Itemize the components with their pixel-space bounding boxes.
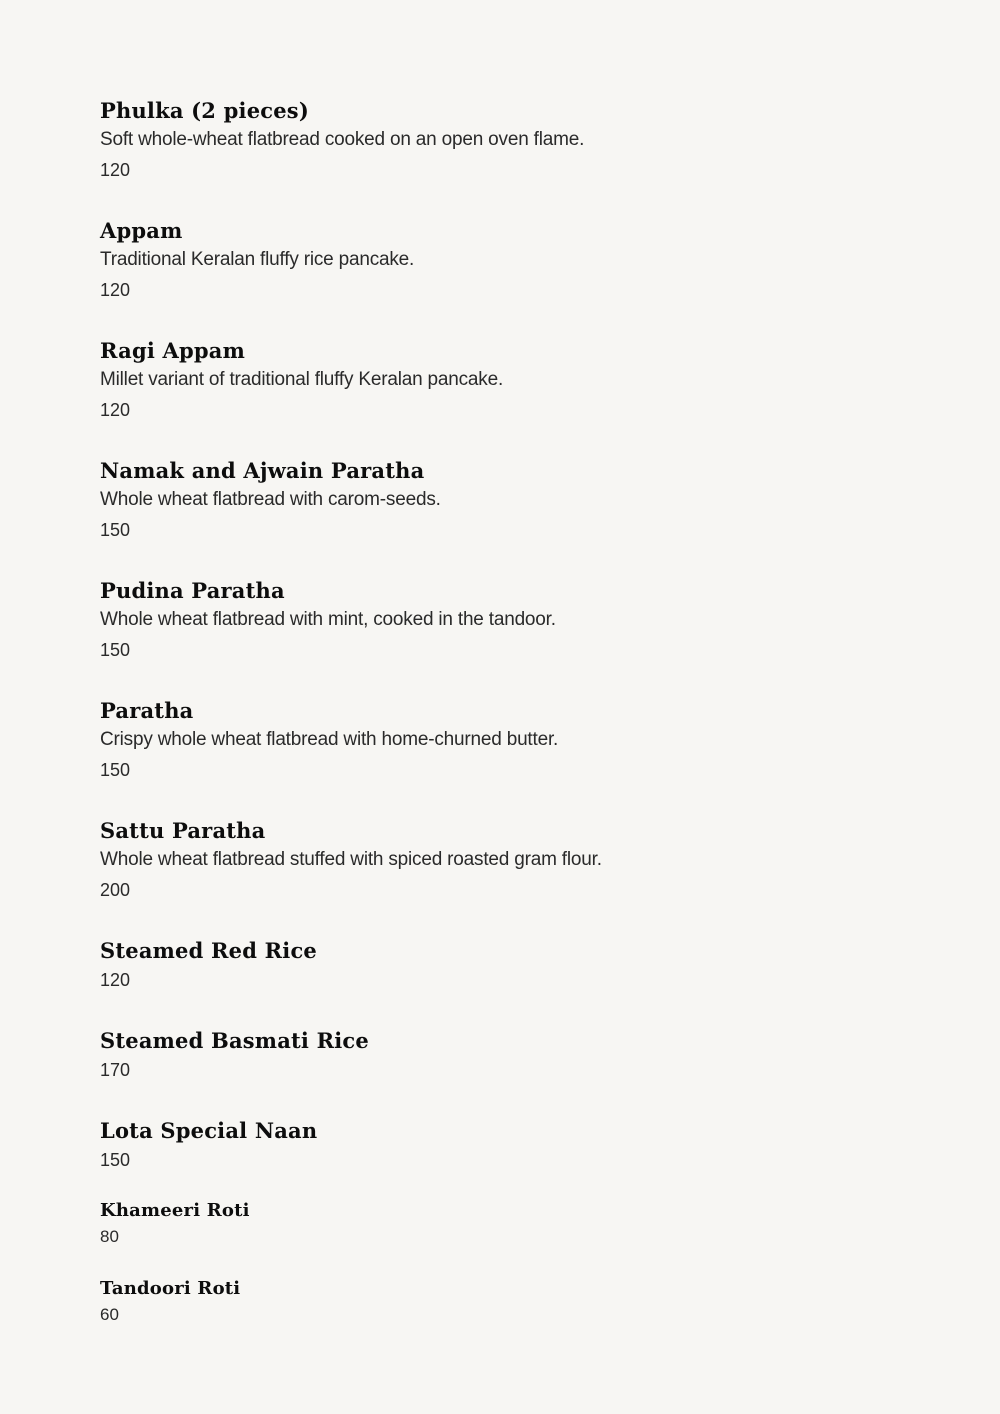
- item-name: Ragi Appam: [100, 338, 246, 363]
- menu-item: [100, 697, 558, 785]
- item-description: Millet variant of traditional fluffy Keralan pancake.: [100, 369, 504, 390]
- menu-item: [100, 457, 441, 545]
- item-price: 150: [100, 640, 131, 660]
- item-description: Traditional Keralan fluffy rice pancake.: [100, 249, 415, 270]
- menu-item: [100, 217, 414, 305]
- menu-item: [100, 97, 584, 185]
- item-price: 120: [100, 280, 131, 300]
- item-price: 150: [100, 760, 131, 780]
- item-name: Steamed Basmati Rice: [100, 1028, 369, 1053]
- item-price: 200: [100, 880, 131, 900]
- item-description: Soft whole-wheat flatbread cooked on an open oven flame.: [100, 129, 585, 150]
- menu-item: [100, 1198, 250, 1250]
- item-name: Tandoori Roti: [100, 1278, 241, 1299]
- menu-item: [100, 937, 317, 995]
- item-price: 170: [100, 1060, 131, 1080]
- item-description: Whole wheat flatbread stuffed with spiced roasted gram flour.: [100, 849, 602, 870]
- item-name: Namak and Ajwain Paratha: [100, 458, 425, 483]
- item-price: 120: [100, 160, 131, 180]
- item-description: Whole wheat flatbread with mint, cooked in the tandoor.: [100, 609, 556, 630]
- item-name: Khameeri Roti: [100, 1200, 250, 1221]
- item-description: Whole wheat flatbread with carom-seeds.: [100, 489, 441, 510]
- item-price: 80: [100, 1227, 119, 1246]
- item-name: Steamed Red Rice: [100, 938, 317, 963]
- menu-item: [100, 1276, 240, 1328]
- item-name: Paratha: [100, 698, 194, 723]
- item-price: 120: [100, 970, 131, 990]
- menu-item: [100, 337, 503, 425]
- item-price: 60: [100, 1305, 119, 1324]
- item-price: 120: [100, 400, 131, 420]
- item-name: Lota Special Naan: [100, 1118, 318, 1143]
- item-name: Sattu Paratha: [100, 818, 266, 843]
- menu-item: [100, 1117, 317, 1175]
- item-price: 150: [100, 1150, 131, 1170]
- menu-item: [100, 817, 602, 905]
- item-name: Phulka (2 pieces): [100, 98, 309, 123]
- item-name: Appam: [100, 218, 183, 243]
- item-name: Pudina Paratha: [100, 578, 285, 603]
- item-price: 150: [100, 520, 131, 540]
- item-description: Crispy whole wheat flatbread with home-churned butter.: [100, 729, 559, 750]
- menu-item: [100, 577, 556, 665]
- menu-item: [100, 1027, 369, 1085]
